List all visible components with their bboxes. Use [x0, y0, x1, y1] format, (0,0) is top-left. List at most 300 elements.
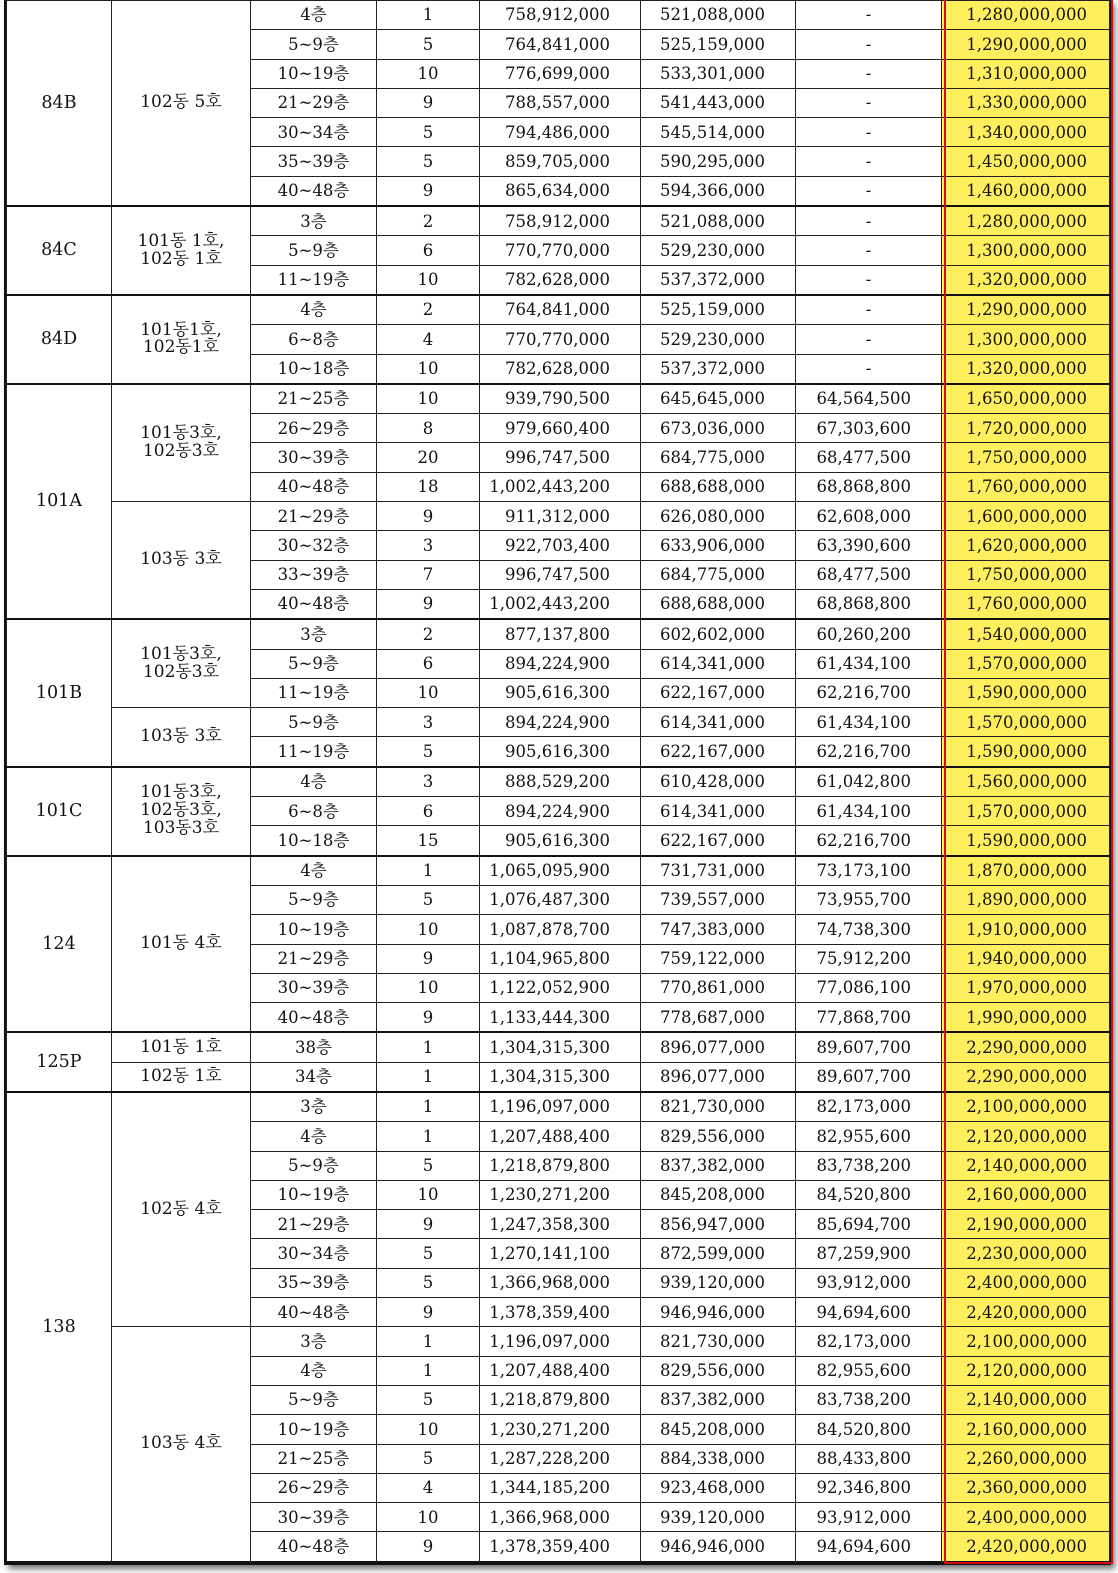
- price-table-body: [7, 1, 1110, 1562]
- floor-range-cell: 10~18층: [251, 826, 377, 856]
- total-price-cell: 1,320,000,000: [942, 354, 1110, 384]
- land-price-cell: 1,304,315,300: [480, 1062, 641, 1092]
- total-price-cell: 2,140,000,000: [942, 1151, 1110, 1180]
- vat-cell: 74,738,300: [796, 915, 942, 944]
- land-price-cell: 865,634,000: [480, 176, 641, 206]
- building-price-cell: 633,906,000: [641, 531, 796, 560]
- vat-cell: 62,216,700: [796, 826, 942, 856]
- vat-cell: 60,260,200: [796, 619, 942, 649]
- floor-range-cell: 3층: [251, 1327, 377, 1356]
- floor-range-cell: 40~48층: [251, 176, 377, 206]
- total-price-cell: 1,910,000,000: [942, 915, 1110, 944]
- total-price-cell: 1,340,000,000: [942, 118, 1110, 147]
- land-price-cell: 996,747,500: [480, 443, 641, 472]
- unit-count-cell: 10: [377, 354, 480, 384]
- land-price-cell: 888,529,200: [480, 767, 641, 797]
- building-price-cell: 521,088,000: [641, 206, 796, 236]
- unit-count-cell: 1: [377, 1032, 480, 1062]
- building-price-cell: 747,383,000: [641, 915, 796, 944]
- building-price-cell: 525,159,000: [641, 30, 796, 59]
- table-row: [7, 206, 1110, 236]
- vat-cell: 68,477,500: [796, 560, 942, 589]
- total-price-cell: 2,100,000,000: [942, 1092, 1110, 1122]
- land-price-cell: 764,841,000: [480, 295, 641, 325]
- floor-range-cell: 21~29층: [251, 944, 377, 973]
- building-price-cell: 673,036,000: [641, 414, 796, 443]
- building-price-cell: 626,080,000: [641, 502, 796, 531]
- land-price-cell: 782,628,000: [480, 354, 641, 384]
- unit-count-cell: 9: [377, 88, 480, 117]
- unit-count-cell: 18: [377, 472, 480, 501]
- land-price-cell: 1,002,443,200: [480, 472, 641, 501]
- building-price-cell: 739,557,000: [641, 885, 796, 914]
- total-price-cell: 2,260,000,000: [942, 1444, 1110, 1473]
- building-price-cell: 529,230,000: [641, 325, 796, 354]
- unit-count-cell: 9: [377, 589, 480, 619]
- building-price-cell: 521,088,000: [641, 1, 796, 30]
- unit-count-cell: 7: [377, 560, 480, 589]
- total-price-cell: 1,650,000,000: [942, 384, 1110, 414]
- total-price-cell: 2,400,000,000: [942, 1503, 1110, 1532]
- floor-range-cell: 40~48층: [251, 1003, 377, 1033]
- land-price-cell: 1,230,271,200: [480, 1415, 641, 1444]
- building-unit-cell: 101동 1호: [112, 1032, 251, 1062]
- building-unit-cell: 103동 3호: [112, 708, 251, 767]
- building-price-cell: 896,077,000: [641, 1032, 796, 1062]
- total-price-cell: 1,570,000,000: [942, 797, 1110, 826]
- building-unit-cell: 101동3호, 102동3호, 103동3호: [112, 767, 251, 856]
- building-price-cell: 614,341,000: [641, 649, 796, 678]
- total-price-cell: 1,720,000,000: [942, 414, 1110, 443]
- total-price-cell: 2,230,000,000: [942, 1239, 1110, 1268]
- vat-cell: 73,173,100: [796, 856, 942, 886]
- land-price-cell: 996,747,500: [480, 560, 641, 589]
- building-price-cell: 829,556,000: [641, 1356, 796, 1385]
- building-price-cell: 684,775,000: [641, 560, 796, 589]
- unit-count-cell: 10: [377, 973, 480, 1002]
- table-row: [7, 856, 1110, 886]
- building-price-cell: 884,338,000: [641, 1444, 796, 1473]
- unit-count-cell: 10: [377, 1415, 480, 1444]
- vat-cell: 84,520,800: [796, 1415, 942, 1444]
- building-price-cell: 645,645,000: [641, 384, 796, 414]
- land-price-cell: 788,557,000: [480, 88, 641, 117]
- vat-cell: 61,042,800: [796, 767, 942, 797]
- building-price-cell: 537,372,000: [641, 354, 796, 384]
- total-price-cell: 1,940,000,000: [942, 944, 1110, 973]
- vat-cell: 93,912,000: [796, 1503, 942, 1532]
- unit-count-cell: 4: [377, 325, 480, 354]
- vat-cell: 93,912,000: [796, 1268, 942, 1297]
- floor-range-cell: 38층: [251, 1032, 377, 1062]
- floor-range-cell: 30~32층: [251, 531, 377, 560]
- unit-count-cell: 10: [377, 384, 480, 414]
- land-price-cell: 782,628,000: [480, 265, 641, 295]
- floor-range-cell: 35~39층: [251, 1268, 377, 1297]
- building-price-cell: 614,341,000: [641, 708, 796, 737]
- building-price-cell: 622,167,000: [641, 678, 796, 707]
- unit-count-cell: 5: [377, 1239, 480, 1268]
- land-price-cell: 1,218,879,800: [480, 1385, 641, 1414]
- building-unit-cell: 102동 5호: [112, 1, 251, 207]
- vat-cell: 82,173,000: [796, 1327, 942, 1356]
- total-price-cell: 1,970,000,000: [942, 973, 1110, 1002]
- total-price-cell: 1,290,000,000: [942, 295, 1110, 325]
- land-price-cell: 894,224,900: [480, 797, 641, 826]
- floor-range-cell: 34층: [251, 1062, 377, 1092]
- building-unit-cell: 102동 4호: [112, 1092, 251, 1327]
- unit-count-cell: 1: [377, 1062, 480, 1092]
- total-price-cell: 2,290,000,000: [942, 1062, 1110, 1092]
- vat-cell: 83,738,200: [796, 1151, 942, 1180]
- floor-range-cell: 5~9층: [251, 30, 377, 59]
- building-price-cell: 529,230,000: [641, 236, 796, 265]
- total-price-cell: 2,190,000,000: [942, 1210, 1110, 1239]
- table-row: [7, 384, 1110, 414]
- total-price-cell: 1,540,000,000: [942, 619, 1110, 649]
- vat-cell: 82,955,600: [796, 1122, 942, 1151]
- building-price-cell: 602,602,000: [641, 619, 796, 649]
- unit-type-cell: 84C: [7, 206, 112, 295]
- table-row: [7, 708, 1110, 737]
- building-price-cell: 759,122,000: [641, 944, 796, 973]
- unit-type-cell: 101B: [7, 619, 112, 766]
- floor-range-cell: 21~25층: [251, 384, 377, 414]
- vat-cell: 68,868,800: [796, 589, 942, 619]
- unit-count-cell: 1: [377, 1122, 480, 1151]
- floor-range-cell: 3층: [251, 1092, 377, 1122]
- floor-range-cell: 11~19층: [251, 678, 377, 707]
- floor-range-cell: 10~18층: [251, 354, 377, 384]
- total-price-cell: 2,420,000,000: [942, 1298, 1110, 1327]
- total-price-cell: 2,420,000,000: [942, 1532, 1110, 1562]
- building-price-cell: 923,468,000: [641, 1473, 796, 1502]
- building-price-cell: 939,120,000: [641, 1503, 796, 1532]
- building-price-cell: 837,382,000: [641, 1385, 796, 1414]
- total-price-cell: 1,620,000,000: [942, 531, 1110, 560]
- table-row: [7, 619, 1110, 649]
- unit-type-cell: 125P: [7, 1032, 112, 1092]
- land-price-cell: 1,065,095,900: [480, 856, 641, 886]
- vat-cell: -: [796, 176, 942, 206]
- vat-cell: 61,434,100: [796, 708, 942, 737]
- floor-range-cell: 30~34층: [251, 118, 377, 147]
- floor-range-cell: 10~19층: [251, 1415, 377, 1444]
- land-price-cell: 1,196,097,000: [480, 1327, 641, 1356]
- total-price-cell: 1,870,000,000: [942, 856, 1110, 886]
- total-price-cell: 2,360,000,000: [942, 1473, 1110, 1502]
- total-price-cell: 1,280,000,000: [942, 1, 1110, 30]
- total-price-cell: 1,590,000,000: [942, 678, 1110, 707]
- land-price-cell: 1,122,052,900: [480, 973, 641, 1002]
- total-price-cell: 1,890,000,000: [942, 885, 1110, 914]
- vat-cell: 68,868,800: [796, 472, 942, 501]
- land-price-cell: 979,660,400: [480, 414, 641, 443]
- floor-range-cell: 10~19층: [251, 915, 377, 944]
- land-price-cell: 1,247,358,300: [480, 1210, 641, 1239]
- land-price-cell: 770,770,000: [480, 325, 641, 354]
- total-price-cell: 1,750,000,000: [942, 443, 1110, 472]
- price-table: [6, 0, 1110, 1563]
- table-row: [7, 1, 1110, 30]
- land-price-cell: 911,312,000: [480, 502, 641, 531]
- land-price-cell: 1,230,271,200: [480, 1180, 641, 1209]
- land-price-cell: 758,912,000: [480, 1, 641, 30]
- land-price-cell: 1,207,488,400: [480, 1356, 641, 1385]
- land-price-cell: 764,841,000: [480, 30, 641, 59]
- unit-count-cell: 4: [377, 1473, 480, 1502]
- building-price-cell: 770,861,000: [641, 973, 796, 1002]
- land-price-cell: 1,287,228,200: [480, 1444, 641, 1473]
- total-price-cell: 2,160,000,000: [942, 1415, 1110, 1444]
- floor-range-cell: 30~39층: [251, 443, 377, 472]
- total-price-cell: 1,570,000,000: [942, 708, 1110, 737]
- floor-range-cell: 5~9층: [251, 1385, 377, 1414]
- unit-count-cell: 6: [377, 649, 480, 678]
- vat-cell: 73,955,700: [796, 885, 942, 914]
- building-price-cell: 533,301,000: [641, 59, 796, 88]
- building-price-cell: 537,372,000: [641, 265, 796, 295]
- land-price-cell: 776,699,000: [480, 59, 641, 88]
- building-price-cell: 622,167,000: [641, 826, 796, 856]
- floor-range-cell: 40~48층: [251, 1532, 377, 1562]
- land-price-cell: 1,087,878,700: [480, 915, 641, 944]
- unit-count-cell: 2: [377, 295, 480, 325]
- floor-range-cell: 4층: [251, 1, 377, 30]
- floor-range-cell: 33~39층: [251, 560, 377, 589]
- floor-range-cell: 30~39층: [251, 973, 377, 1002]
- unit-type-cell: 101A: [7, 384, 112, 619]
- total-price-cell: 1,590,000,000: [942, 826, 1110, 856]
- unit-count-cell: 15: [377, 826, 480, 856]
- floor-range-cell: 4층: [251, 1356, 377, 1385]
- price-table-frame: [4, 0, 1111, 1565]
- unit-count-cell: 9: [377, 502, 480, 531]
- floor-range-cell: 21~29층: [251, 1210, 377, 1239]
- floor-range-cell: 5~9층: [251, 1151, 377, 1180]
- building-price-cell: 829,556,000: [641, 1122, 796, 1151]
- total-price-cell: 2,290,000,000: [942, 1032, 1110, 1062]
- building-price-cell: 946,946,000: [641, 1298, 796, 1327]
- unit-count-cell: 2: [377, 206, 480, 236]
- land-price-cell: 1,207,488,400: [480, 1122, 641, 1151]
- building-price-cell: 872,599,000: [641, 1239, 796, 1268]
- land-price-cell: 1,366,968,000: [480, 1503, 641, 1532]
- vat-cell: 64,564,500: [796, 384, 942, 414]
- unit-count-cell: 1: [377, 1327, 480, 1356]
- building-price-cell: 594,366,000: [641, 176, 796, 206]
- building-price-cell: 545,514,000: [641, 118, 796, 147]
- total-price-cell: 1,990,000,000: [942, 1003, 1110, 1033]
- vat-cell: -: [796, 325, 942, 354]
- vat-cell: 67,303,600: [796, 414, 942, 443]
- unit-count-cell: 6: [377, 236, 480, 265]
- building-unit-cell: 101동 4호: [112, 856, 251, 1033]
- building-unit-cell: 101동 1호, 102동 1호: [112, 206, 251, 295]
- floor-range-cell: 21~25층: [251, 1444, 377, 1473]
- floor-range-cell: 26~29층: [251, 414, 377, 443]
- building-price-cell: 525,159,000: [641, 295, 796, 325]
- vat-cell: 82,955,600: [796, 1356, 942, 1385]
- total-price-cell: 1,320,000,000: [942, 265, 1110, 295]
- building-price-cell: 837,382,000: [641, 1151, 796, 1180]
- land-price-cell: 1,218,879,800: [480, 1151, 641, 1180]
- land-price-cell: 1,133,444,300: [480, 1003, 641, 1033]
- unit-count-cell: 5: [377, 147, 480, 176]
- building-price-cell: 688,688,000: [641, 589, 796, 619]
- total-price-cell: 1,300,000,000: [942, 325, 1110, 354]
- building-unit-cell: 102동 1호: [112, 1062, 251, 1092]
- building-price-cell: 622,167,000: [641, 737, 796, 767]
- unit-count-cell: 5: [377, 118, 480, 147]
- table-row: [7, 767, 1110, 797]
- unit-count-cell: 1: [377, 1, 480, 30]
- building-price-cell: 590,295,000: [641, 147, 796, 176]
- total-price-cell: 1,310,000,000: [942, 59, 1110, 88]
- land-price-cell: 770,770,000: [480, 236, 641, 265]
- vat-cell: 77,086,100: [796, 973, 942, 1002]
- vat-cell: 62,216,700: [796, 737, 942, 767]
- total-price-cell: 1,450,000,000: [942, 147, 1110, 176]
- land-price-cell: 1,076,487,300: [480, 885, 641, 914]
- vat-cell: -: [796, 1, 942, 30]
- unit-count-cell: 5: [377, 737, 480, 767]
- land-price-cell: 758,912,000: [480, 206, 641, 236]
- vat-cell: -: [796, 265, 942, 295]
- floor-range-cell: 21~29층: [251, 88, 377, 117]
- vat-cell: -: [796, 206, 942, 236]
- unit-count-cell: 1: [377, 856, 480, 886]
- total-price-cell: 2,160,000,000: [942, 1180, 1110, 1209]
- total-price-cell: 1,560,000,000: [942, 767, 1110, 797]
- total-price-cell: 1,460,000,000: [942, 176, 1110, 206]
- total-price-cell: 1,570,000,000: [942, 649, 1110, 678]
- unit-count-cell: 5: [377, 1385, 480, 1414]
- land-price-cell: 1,104,965,800: [480, 944, 641, 973]
- unit-count-cell: 9: [377, 944, 480, 973]
- land-price-cell: 1,304,315,300: [480, 1032, 641, 1062]
- unit-count-cell: 5: [377, 1268, 480, 1297]
- building-unit-cell: 101동3호, 102동3호: [112, 619, 251, 707]
- vat-cell: -: [796, 30, 942, 59]
- floor-range-cell: 4층: [251, 295, 377, 325]
- building-price-cell: 845,208,000: [641, 1180, 796, 1209]
- unit-count-cell: 9: [377, 1532, 480, 1562]
- unit-count-cell: 9: [377, 1003, 480, 1033]
- floor-range-cell: 40~48층: [251, 472, 377, 501]
- floor-range-cell: 3층: [251, 619, 377, 649]
- building-unit-cell: 101동3호, 102동3호: [112, 384, 251, 502]
- unit-count-cell: 5: [377, 1444, 480, 1473]
- unit-type-cell: 101C: [7, 767, 112, 856]
- building-price-cell: 946,946,000: [641, 1532, 796, 1562]
- building-price-cell: 821,730,000: [641, 1092, 796, 1122]
- unit-count-cell: 10: [377, 265, 480, 295]
- unit-count-cell: 5: [377, 885, 480, 914]
- unit-count-cell: 10: [377, 915, 480, 944]
- unit-count-cell: 8: [377, 414, 480, 443]
- floor-range-cell: 6~8층: [251, 325, 377, 354]
- land-price-cell: 905,616,300: [480, 678, 641, 707]
- floor-range-cell: 11~19층: [251, 265, 377, 295]
- land-price-cell: 859,705,000: [480, 147, 641, 176]
- unit-count-cell: 6: [377, 797, 480, 826]
- unit-count-cell: 10: [377, 678, 480, 707]
- total-price-cell: 1,280,000,000: [942, 206, 1110, 236]
- land-price-cell: 1,002,443,200: [480, 589, 641, 619]
- unit-count-cell: 10: [377, 1503, 480, 1532]
- building-price-cell: 856,947,000: [641, 1210, 796, 1239]
- land-price-cell: 1,270,141,100: [480, 1239, 641, 1268]
- floor-range-cell: 4층: [251, 856, 377, 886]
- unit-type-cell: 84B: [7, 1, 112, 207]
- building-price-cell: 731,731,000: [641, 856, 796, 886]
- unit-count-cell: 10: [377, 59, 480, 88]
- building-price-cell: 541,443,000: [641, 88, 796, 117]
- unit-count-cell: 3: [377, 531, 480, 560]
- land-price-cell: 1,344,185,200: [480, 1473, 641, 1502]
- land-price-cell: 1,378,359,400: [480, 1298, 641, 1327]
- total-price-cell: 1,590,000,000: [942, 737, 1110, 767]
- total-price-cell: 2,140,000,000: [942, 1385, 1110, 1414]
- floor-range-cell: 30~34층: [251, 1239, 377, 1268]
- unit-count-cell: 1: [377, 1356, 480, 1385]
- vat-cell: 68,477,500: [796, 443, 942, 472]
- floor-range-cell: 21~29층: [251, 502, 377, 531]
- land-price-cell: 939,790,500: [480, 384, 641, 414]
- vat-cell: 61,434,100: [796, 797, 942, 826]
- building-price-cell: 610,428,000: [641, 767, 796, 797]
- unit-count-cell: 3: [377, 708, 480, 737]
- land-price-cell: 1,196,097,000: [480, 1092, 641, 1122]
- vat-cell: 87,259,900: [796, 1239, 942, 1268]
- land-price-cell: 1,378,359,400: [480, 1532, 641, 1562]
- vat-cell: 62,216,700: [796, 678, 942, 707]
- vat-cell: -: [796, 59, 942, 88]
- floor-range-cell: 4층: [251, 767, 377, 797]
- building-unit-cell: 101동1호, 102동1호: [112, 295, 251, 384]
- vat-cell: -: [796, 118, 942, 147]
- floor-range-cell: 5~9층: [251, 649, 377, 678]
- unit-count-cell: 10: [377, 1180, 480, 1209]
- land-price-cell: 794,486,000: [480, 118, 641, 147]
- floor-range-cell: 6~8층: [251, 797, 377, 826]
- land-price-cell: 1,366,968,000: [480, 1268, 641, 1297]
- total-price-cell: 1,750,000,000: [942, 560, 1110, 589]
- total-price-cell: 1,600,000,000: [942, 502, 1110, 531]
- floor-range-cell: 10~19층: [251, 1180, 377, 1209]
- vat-cell: 83,738,200: [796, 1385, 942, 1414]
- land-price-cell: 905,616,300: [480, 826, 641, 856]
- vat-cell: 92,346,800: [796, 1473, 942, 1502]
- total-price-cell: 1,300,000,000: [942, 236, 1110, 265]
- unit-count-cell: 9: [377, 176, 480, 206]
- unit-type-cell: 124: [7, 856, 112, 1033]
- vat-cell: 94,694,600: [796, 1532, 942, 1562]
- total-price-cell: 1,330,000,000: [942, 88, 1110, 117]
- floor-range-cell: 26~29층: [251, 1473, 377, 1502]
- vat-cell: 88,433,800: [796, 1444, 942, 1473]
- vat-cell: 89,607,700: [796, 1032, 942, 1062]
- building-price-cell: 845,208,000: [641, 1415, 796, 1444]
- unit-count-cell: 2: [377, 619, 480, 649]
- unit-count-cell: 20: [377, 443, 480, 472]
- table-row: [7, 295, 1110, 325]
- table-row: [7, 502, 1110, 531]
- building-price-cell: 688,688,000: [641, 472, 796, 501]
- vat-cell: -: [796, 295, 942, 325]
- building-price-cell: 684,775,000: [641, 443, 796, 472]
